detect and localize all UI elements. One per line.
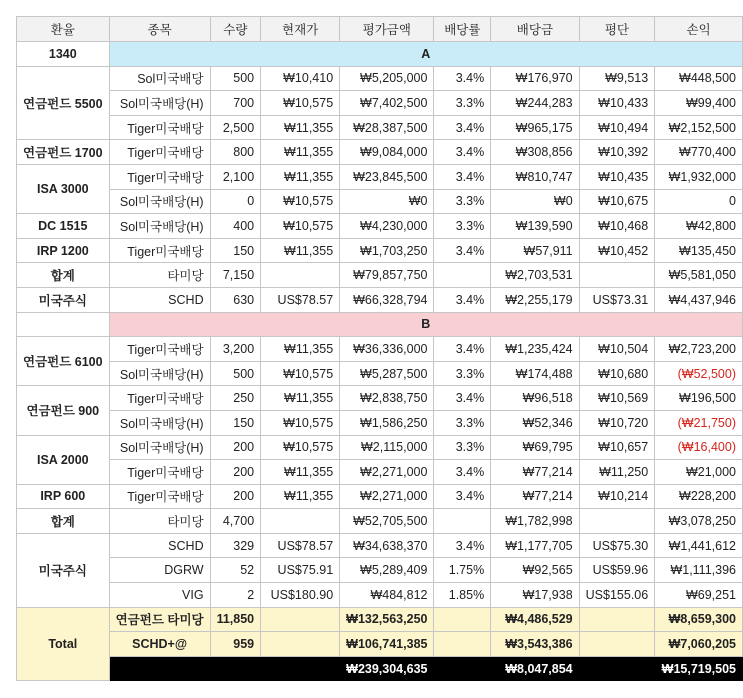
div-cell: ₩810,747 — [491, 164, 579, 189]
div-cell: ₩965,175 — [491, 115, 579, 140]
value-cell: ₩36,336,000 — [340, 337, 434, 362]
yield-cell: 3.4% — [434, 115, 491, 140]
total-value-cell: ₩132,563,250 — [340, 607, 434, 632]
name-cell: 타미당 — [109, 263, 210, 288]
qty-cell: 0 — [210, 189, 261, 214]
total-label: Total — [17, 607, 110, 681]
yield-cell: 3.4% — [434, 484, 491, 509]
name-cell: Sol미국배당(H) — [109, 435, 210, 460]
div-cell: ₩2,255,179 — [491, 287, 579, 312]
yield-cell: 1.75% — [434, 558, 491, 583]
price-cell: US$75.91 — [261, 558, 340, 583]
qty-cell: 3,200 — [210, 337, 261, 362]
yield-cell: 3.4% — [434, 386, 491, 411]
yield-cell: 3.4% — [434, 66, 491, 91]
div-cell: ₩1,235,424 — [491, 337, 579, 362]
price-cell: ₩11,355 — [261, 164, 340, 189]
pl-cell: ₩135,450 — [655, 238, 743, 263]
value-cell: ₩52,705,500 — [340, 509, 434, 534]
header-cell: 배당금 — [491, 17, 579, 42]
table-row — [17, 214, 743, 239]
value-cell: ₩34,638,370 — [340, 533, 434, 558]
pl-cell: (₩16,400) — [655, 435, 743, 460]
div-cell: ₩139,590 — [491, 214, 579, 239]
value-cell: ₩2,838,750 — [340, 386, 434, 411]
value-cell: ₩484,812 — [340, 583, 434, 608]
name-cell: Tiger미국배당 — [109, 164, 210, 189]
price-cell: ₩10,575 — [261, 214, 340, 239]
pl-cell: ₩69,251 — [655, 583, 743, 608]
div-cell: ₩174,488 — [491, 361, 579, 386]
table-row — [17, 460, 743, 485]
grand-total-div-cell: ₩8,047,854 — [491, 656, 579, 681]
table-row — [17, 386, 743, 411]
pl-cell: ₩99,400 — [655, 91, 743, 116]
table-row — [17, 583, 743, 608]
value-cell: ₩9,084,000 — [340, 140, 434, 165]
qty-cell: 700 — [210, 91, 261, 116]
pl-cell: 0 — [655, 189, 743, 214]
name-cell: Sol미국배당(H) — [109, 410, 210, 435]
name-cell: 타미당 — [109, 509, 210, 534]
table-row — [17, 337, 743, 362]
div-cell: ₩17,938 — [491, 583, 579, 608]
total-qty-cell: 11,850 — [210, 607, 261, 632]
value-cell: ₩5,205,000 — [340, 66, 434, 91]
grand-total-value-cell: ₩239,304,635 — [340, 656, 434, 681]
price-cell: ₩10,575 — [261, 361, 340, 386]
empty-cell — [434, 632, 491, 657]
portfolio-table — [16, 16, 743, 681]
qty-cell: 2,100 — [210, 164, 261, 189]
value-cell: ₩2,115,000 — [340, 435, 434, 460]
name-cell: Sol미국배당 — [109, 66, 210, 91]
header-cell: 환율 — [17, 17, 110, 42]
value-cell: ₩2,271,000 — [340, 460, 434, 485]
div-cell: ₩69,795 — [491, 435, 579, 460]
pl-cell: ₩2,152,500 — [655, 115, 743, 140]
div-cell: ₩77,214 — [491, 484, 579, 509]
price-cell: ₩11,355 — [261, 238, 340, 263]
avg-cell: US$59.96 — [579, 558, 655, 583]
grand-total-row — [17, 656, 743, 681]
price-cell: ₩10,575 — [261, 410, 340, 435]
name-cell: Tiger미국배당 — [109, 238, 210, 263]
yield-cell: 3.3% — [434, 435, 491, 460]
name-cell: Tiger미국배당 — [109, 386, 210, 411]
table-row — [17, 287, 743, 312]
value-cell: ₩23,845,500 — [340, 164, 434, 189]
yield-cell: 3.4% — [434, 460, 491, 485]
total-pl-cell: ₩7,060,205 — [655, 632, 743, 657]
section-a-label: A — [109, 42, 742, 67]
total-pl-cell: ₩8,659,300 — [655, 607, 743, 632]
pl-cell: ₩5,581,050 — [655, 263, 743, 288]
avg-cell: ₩10,569 — [579, 386, 655, 411]
table-row — [17, 238, 743, 263]
value-cell: ₩5,287,500 — [340, 361, 434, 386]
group-cell: 연금펀드 5500 — [17, 66, 110, 140]
value-cell: ₩0 — [340, 189, 434, 214]
div-cell: ₩308,856 — [491, 140, 579, 165]
name-cell: Sol미국배당(H) — [109, 214, 210, 239]
value-cell: ₩7,402,500 — [340, 91, 434, 116]
yield-cell: 3.3% — [434, 189, 491, 214]
fx-rate-cell: 1340 — [17, 42, 110, 67]
qty-cell: 150 — [210, 238, 261, 263]
group-cell: IRP 1200 — [17, 238, 110, 263]
yield-cell: 3.4% — [434, 238, 491, 263]
avg-cell: ₩10,675 — [579, 189, 655, 214]
avg-cell: ₩10,720 — [579, 410, 655, 435]
avg-cell: ₩10,504 — [579, 337, 655, 362]
empty-cell — [579, 632, 655, 657]
qty-cell: 250 — [210, 386, 261, 411]
table-row — [17, 263, 743, 288]
avg-cell: ₩10,452 — [579, 238, 655, 263]
price-cell: ₩10,575 — [261, 189, 340, 214]
pl-cell: ₩770,400 — [655, 140, 743, 165]
qty-cell: 2,500 — [210, 115, 261, 140]
empty-cell — [579, 607, 655, 632]
name-cell: Tiger미국배당 — [109, 460, 210, 485]
name-cell: DGRW — [109, 558, 210, 583]
table-row — [17, 484, 743, 509]
table-row — [17, 91, 743, 116]
value-cell: ₩1,703,250 — [340, 238, 434, 263]
value-cell: ₩1,586,250 — [340, 410, 434, 435]
total-name-cell: 연금펀드 타미당 — [109, 607, 210, 632]
empty-cell — [579, 656, 655, 681]
name-cell: Tiger미국배당 — [109, 337, 210, 362]
header-cell: 평가금액 — [340, 17, 434, 42]
yield-cell: 3.4% — [434, 164, 491, 189]
qty-cell: 200 — [210, 435, 261, 460]
avg-cell: ₩11,250 — [579, 460, 655, 485]
header-cell: 현재가 — [261, 17, 340, 42]
group-cell: IRP 600 — [17, 484, 110, 509]
table-row — [17, 115, 743, 140]
avg-cell: ₩10,392 — [579, 140, 655, 165]
yield-cell: 3.3% — [434, 410, 491, 435]
pl-cell: ₩3,078,250 — [655, 509, 743, 534]
empty-cell — [109, 656, 340, 681]
value-cell: ₩66,328,794 — [340, 287, 434, 312]
avg-cell — [579, 263, 655, 288]
pl-cell: ₩1,111,396 — [655, 558, 743, 583]
price-cell: ₩11,355 — [261, 484, 340, 509]
yield-cell: 3.3% — [434, 361, 491, 386]
group-cell: 연금펀드 900 — [17, 386, 110, 435]
pl-cell: ₩448,500 — [655, 66, 743, 91]
div-cell: ₩92,565 — [491, 558, 579, 583]
yield-cell — [434, 263, 491, 288]
value-cell: ₩5,289,409 — [340, 558, 434, 583]
div-cell: ₩1,177,705 — [491, 533, 579, 558]
avg-cell: ₩10,433 — [579, 91, 655, 116]
avg-cell: ₩10,435 — [579, 164, 655, 189]
qty-cell: 329 — [210, 533, 261, 558]
qty-cell: 800 — [210, 140, 261, 165]
yield-cell: 1.85% — [434, 583, 491, 608]
header-cell: 손익 — [655, 17, 743, 42]
price-cell: US$78.57 — [261, 533, 340, 558]
pl-cell: ₩1,441,612 — [655, 533, 743, 558]
qty-cell: 630 — [210, 287, 261, 312]
price-cell: US$78.57 — [261, 287, 340, 312]
qty-cell: 52 — [210, 558, 261, 583]
total-div-cell: ₩4,486,529 — [491, 607, 579, 632]
avg-cell — [579, 509, 655, 534]
price-cell: ₩11,355 — [261, 460, 340, 485]
total-div-cell: ₩3,543,386 — [491, 632, 579, 657]
name-cell: VIG — [109, 583, 210, 608]
yield-cell: 3.4% — [434, 287, 491, 312]
price-cell — [261, 509, 340, 534]
group-cell: 합계 — [17, 263, 110, 288]
group-cell: ISA 3000 — [17, 164, 110, 213]
table-row — [17, 140, 743, 165]
group-cell: 미국주식 — [17, 533, 110, 607]
pl-cell: ₩196,500 — [655, 386, 743, 411]
div-cell: ₩77,214 — [491, 460, 579, 485]
price-cell — [261, 263, 340, 288]
pl-cell: ₩4,437,946 — [655, 287, 743, 312]
group-cell: 미국주식 — [17, 287, 110, 312]
group-cell: ISA 2000 — [17, 435, 110, 484]
table-row — [17, 361, 743, 386]
name-cell: Tiger미국배당 — [109, 115, 210, 140]
value-cell: ₩79,857,750 — [340, 263, 434, 288]
empty-cell — [261, 632, 340, 657]
pl-cell: ₩42,800 — [655, 214, 743, 239]
avg-cell: ₩9,513 — [579, 66, 655, 91]
price-cell: ₩11,355 — [261, 140, 340, 165]
qty-cell: 500 — [210, 361, 261, 386]
div-cell: ₩244,283 — [491, 91, 579, 116]
total-row — [17, 607, 743, 632]
price-cell: ₩10,410 — [261, 66, 340, 91]
table-row — [17, 410, 743, 435]
empty-cell — [434, 607, 491, 632]
table-row — [17, 66, 743, 91]
header-row — [17, 17, 743, 42]
header-cell: 평단 — [579, 17, 655, 42]
section-a-row — [17, 42, 743, 67]
avg-cell: ₩10,494 — [579, 115, 655, 140]
price-cell: ₩11,355 — [261, 337, 340, 362]
avg-cell: ₩10,468 — [579, 214, 655, 239]
total-value-cell: ₩106,741,385 — [340, 632, 434, 657]
qty-cell: 500 — [210, 66, 261, 91]
group-cell: 연금펀드 6100 — [17, 337, 110, 386]
qty-cell: 2 — [210, 583, 261, 608]
div-cell: ₩57,911 — [491, 238, 579, 263]
qty-cell: 7,150 — [210, 263, 261, 288]
table-row — [17, 558, 743, 583]
name-cell: Sol미국배당(H) — [109, 361, 210, 386]
section-b-row — [17, 312, 743, 337]
name-cell: Tiger미국배당 — [109, 140, 210, 165]
avg-cell: US$75.30 — [579, 533, 655, 558]
value-cell: ₩2,271,000 — [340, 484, 434, 509]
pl-cell: ₩1,932,000 — [655, 164, 743, 189]
avg-cell: US$155.06 — [579, 583, 655, 608]
table-row — [17, 509, 743, 534]
group-cell: DC 1515 — [17, 214, 110, 239]
total-row — [17, 632, 743, 657]
total-qty-cell: 959 — [210, 632, 261, 657]
empty-cell — [261, 607, 340, 632]
price-cell: ₩11,355 — [261, 115, 340, 140]
section-b-label: B — [109, 312, 742, 337]
grand-total-pl-cell: ₩15,719,505 — [655, 656, 743, 681]
name-cell: Tiger미국배당 — [109, 484, 210, 509]
yield-cell: 3.4% — [434, 337, 491, 362]
avg-cell: US$73.31 — [579, 287, 655, 312]
avg-cell: ₩10,214 — [579, 484, 655, 509]
pl-cell: ₩228,200 — [655, 484, 743, 509]
table-row — [17, 164, 743, 189]
avg-cell: ₩10,680 — [579, 361, 655, 386]
header-cell: 배당률 — [434, 17, 491, 42]
yield-cell: 3.4% — [434, 140, 491, 165]
name-cell: SCHD — [109, 533, 210, 558]
value-cell: ₩4,230,000 — [340, 214, 434, 239]
table-row — [17, 533, 743, 558]
div-cell: ₩176,970 — [491, 66, 579, 91]
total-name-cell: SCHD+@ — [109, 632, 210, 657]
price-cell: US$180.90 — [261, 583, 340, 608]
yield-cell: 3.3% — [434, 214, 491, 239]
name-cell: Sol미국배당(H) — [109, 189, 210, 214]
group-cell: 연금펀드 1700 — [17, 140, 110, 165]
qty-cell: 4,700 — [210, 509, 261, 534]
pl-cell: ₩2,723,200 — [655, 337, 743, 362]
empty-cell — [434, 656, 491, 681]
yield-cell: 3.4% — [434, 533, 491, 558]
pl-cell: (₩21,750) — [655, 410, 743, 435]
div-cell: ₩96,518 — [491, 386, 579, 411]
pl-cell: ₩21,000 — [655, 460, 743, 485]
div-cell: ₩0 — [491, 189, 579, 214]
yield-cell: 3.3% — [434, 91, 491, 116]
header-cell: 종목 — [109, 17, 210, 42]
qty-cell: 150 — [210, 410, 261, 435]
qty-cell: 200 — [210, 484, 261, 509]
value-cell: ₩28,387,500 — [340, 115, 434, 140]
div-cell: ₩2,703,531 — [491, 263, 579, 288]
price-cell: ₩10,575 — [261, 91, 340, 116]
avg-cell: ₩10,657 — [579, 435, 655, 460]
header-cell: 수량 — [210, 17, 261, 42]
yield-cell — [434, 509, 491, 534]
table-row — [17, 189, 743, 214]
div-cell: ₩1,782,998 — [491, 509, 579, 534]
div-cell: ₩52,346 — [491, 410, 579, 435]
qty-cell: 400 — [210, 214, 261, 239]
name-cell: SCHD — [109, 287, 210, 312]
price-cell: ₩11,355 — [261, 386, 340, 411]
group-cell: 합계 — [17, 509, 110, 534]
price-cell: ₩10,575 — [261, 435, 340, 460]
pl-cell: (₩52,500) — [655, 361, 743, 386]
name-cell: Sol미국배당(H) — [109, 91, 210, 116]
table-row — [17, 435, 743, 460]
qty-cell: 200 — [210, 460, 261, 485]
empty-cell — [17, 312, 110, 337]
